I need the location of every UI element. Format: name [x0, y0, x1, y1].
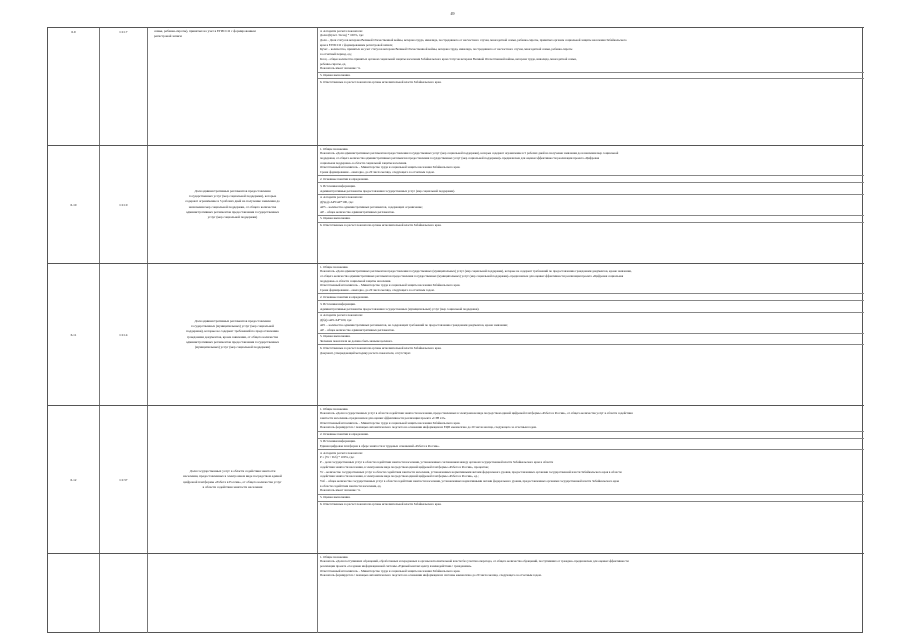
methodology-line: Доля=(Кучет / Ксоц) * 100%, где:	[320, 33, 364, 38]
table-row	[48, 263, 864, 405]
indicator-name	[148, 29, 317, 39]
methodology-line: Ответственный исполнитель – Министерство труда и социальной защиты населения Забайкальского края.	[320, 420, 461, 425]
indicator-name-cell	[147, 264, 317, 405]
methodology-line: от общего количества административных регламентов предоставления государственных (муниципальных) услуг (мер социальной поддержки)» предназначен для оценки эффективности реализации проекта «Цифровая социальная	[320, 274, 624, 278]
methodology-section	[318, 502, 864, 508]
indicator-name-line: цифровой платформы «Работа в России», от общего количества услуг	[183, 479, 282, 484]
methodology-line: 3. Источники информации.	[320, 439, 356, 444]
methodology-line: Уоб – общее количество государственных услуг в области содействия занятости населения, установленных нормативными актами федерального уровня, предоставленных органами государственной власти Забайкальского края	[320, 479, 619, 483]
methodology-line: за отчетный период, ед.;	[320, 52, 353, 57]
methodology-line: занятости населения» предназначен для оценки эффективности реализации проекта «СЗН 2.0».	[320, 416, 447, 420]
methodology-section	[318, 195, 864, 216]
methodology-section	[318, 450, 864, 495]
row-number: 6.10	[70, 202, 77, 207]
methodology-line: 5. Оценка выполнения.	[320, 216, 351, 221]
methodology-line: АР5 – количество административных регламентов, содержащих ограничение;	[320, 204, 423, 209]
methodology-cell	[317, 264, 864, 405]
methodology-line: содействия занятости населения, в электронном виде посредством единой цифровой платформы «Работа в России», ед.;	[320, 474, 479, 479]
methodology-line: Ответственный исполнитель – Министерство труда и социальной защиты населения Забайкальского края.	[320, 165, 461, 170]
methodology-line: Р – доля государственных услуг в области содействия занятости населения, установленных соглашением между органом государственной власти Забайкальского края в области	[320, 460, 554, 465]
methodology-line: АР1 – количество административных регламентов, не содержащих требований по предоставлению гражданами документов, кроме заявления;	[320, 322, 508, 327]
methodology-line: Показатель имеет значение: %.	[320, 66, 361, 71]
indicator-name-line: Доля государственных услуг в области содействия занятости	[189, 469, 276, 474]
methodology-section	[318, 264, 864, 294]
methodology-line: 6. Ответственные за расчет показателя органы исполнительной власти Забайкальского края.	[320, 223, 442, 228]
methodology-section	[318, 406, 864, 432]
methodology-line: 1. Общие положения.	[320, 264, 349, 269]
indicator-name-line: регистровой записи	[154, 34, 182, 39]
page-number: 49	[450, 11, 455, 16]
methodology-line: Р = (Ус / Уоб) * 100%, где:	[320, 455, 355, 460]
methodology-line: Ус – количество государственных услуг в области содействия занятости населения, установленных нормативными актами федерального уровня, предоставленных органами государственной власти Забайкальского края в области	[320, 469, 622, 474]
methodology-line: Показатель «Доля государственных услуг в области содействия занятости населения, предоставленных в электронном виде посредством единой цифровой платформы «Работа в России», от общего количества услуг в области содействия	[320, 411, 633, 416]
row-number: 6.9	[71, 30, 76, 34]
indicator-name-line: Доля административных регламентов предоставления	[194, 188, 271, 193]
methodology-section	[318, 28, 864, 73]
methodology-line: Кучет – количество, принятых на учет статусов ветерана Великой Отечественной войны, ветерана труда, инвалида, пострадавшего от несчастного случая, многодетной семьи, ребенка-сироты	[320, 47, 573, 52]
row-number-cell	[48, 406, 99, 553]
methodology-line: 1. Общие положения.	[320, 146, 349, 151]
methodology-section	[318, 495, 864, 502]
methodology-section	[318, 345, 864, 356]
indicator-name-cell	[147, 406, 317, 553]
methodology-section	[318, 294, 864, 301]
table-row	[48, 405, 864, 553]
methodology-line: поддержка» в области социальной защиты населения.	[320, 278, 392, 283]
methodology-section	[318, 73, 864, 80]
methodology-section	[318, 223, 864, 229]
methodology-line: 1. Общие положения.	[320, 554, 349, 559]
methodology-line: в области содействия занятости населения, ед.	[320, 483, 382, 488]
methodology-line: 3. Источники информации.	[320, 301, 356, 306]
indicator-name-line: (муниципальных) услуг (мер социальной поддержки)	[194, 344, 271, 349]
methodology-line: Сроки формирования – ежегодно, до 20 числа месяца, следующего за отчетным годом.	[320, 288, 435, 293]
methodology-line: Ответственный исполнитель – Министерство труда и социальной защиты населения Забайкальского края.	[320, 568, 461, 573]
methodology-line: Административные регламенты предоставления государственных (муниципальных) услуг (мер социальной поддержки).	[320, 306, 480, 311]
methodology-cell	[317, 146, 864, 263]
indicator-code: СС14	[119, 332, 128, 337]
methodology-line: 5. Оценка выполнения.	[320, 334, 351, 339]
methodology-line: 4. Алгоритм расчета показателя:	[320, 313, 363, 318]
indicator-code: СС37	[119, 477, 128, 482]
methodology-line: Показатель «Доля административных регламентов предоставления государственных (муниципальных) услуг (мер социальной поддержки), которые не содержат требований по предоставлению гражданами документов, кроме заявления,	[320, 269, 632, 274]
methodology-line: 6. Ответственные за расчет показателя органы исполнительной власти Забайкальского края.	[320, 346, 442, 351]
methodology-section	[318, 146, 864, 176]
indicator-name-cell	[147, 554, 317, 633]
indicator-code-cell	[99, 406, 147, 553]
methodology-line: АР – общее количество административных регламентов.	[320, 327, 395, 332]
methodology-line: Д(5рд)=АР5/АР*100, где:	[320, 200, 354, 205]
row-number-cell	[48, 264, 99, 405]
indicator-code-cell	[99, 28, 147, 145]
methodology-line: Документ, утверждающий методику расчета показателя, отсутствует.	[320, 350, 412, 355]
indicator-name-line: семьи, ребенка-сироты), принятых на учет в ЕГИССО с формированием	[154, 29, 256, 33]
indicator-name-cell	[147, 28, 317, 145]
methodology-section	[318, 334, 864, 346]
row-number-cell	[48, 28, 99, 145]
methodology-line: 4. Алгоритм расчета показателя:	[320, 195, 363, 200]
methodology-line: Сроки формирования – ежегодно, до 20 числа месяца, следующего за отчетным годом.	[320, 170, 435, 175]
methodology-section	[318, 176, 864, 183]
methodology-section	[318, 313, 864, 334]
methodology-section	[318, 554, 864, 579]
table-row	[48, 145, 864, 263]
methodology-line: 2. Основные понятия и определения.	[320, 432, 369, 437]
methodology-line: 2. Основные понятия и определения.	[320, 177, 369, 181]
methodology-cell	[317, 554, 864, 633]
methodology-line: Административные регламенты предоставления государственных услуг (мер социальной поддержки).	[320, 188, 456, 193]
methodology-line: Показатель «Доля поступивших обращений, обработанных и переданных в органы исполнительной власти без участия оператора, от общего количества обращений, поступивших от граждан» предназначен для оценки эффективности	[320, 559, 629, 564]
methodology-line: Значение показателя не должно быть меньше целевого.	[320, 339, 393, 344]
methodology-line: социальная поддержка» в области социальной защиты населения.	[320, 160, 407, 165]
methodology-section	[318, 439, 864, 451]
methodology-line: 1. Общие положения.	[320, 406, 349, 411]
methodology-line: реализации проекта «Создание информационной системы «Единый контакт-центр взаимодействия с гражданами».	[320, 564, 473, 568]
methodology-line: Единая цифровая платформа в сфере занятости и трудовых отношений «Работа в России».	[320, 443, 440, 448]
indicator-name-line: административных регламентов предоставления государственных	[186, 209, 279, 214]
methodology-line: 2. Основные понятия и определения.	[320, 295, 369, 299]
methodology-section	[318, 79, 864, 85]
methodology-line: АР – общее количество административных регламентов.	[320, 209, 395, 214]
methodology-line: 5. Оценка выполнения.	[320, 495, 351, 500]
indicator-name-line: административных регламентов предоставления государственных	[186, 339, 279, 344]
methodology-line: Показатель имеет значение: %.	[320, 488, 361, 493]
indicator-name-line: гражданами документов, кроме заявления, от общего количества	[186, 334, 279, 339]
indicator-code-cell	[99, 554, 147, 633]
methodology-line: ребенка-сироты, ед.	[320, 61, 347, 66]
methodology-line: 6. Ответственные за расчет показателя органы исполнительной власти Забайкальского края.	[320, 502, 442, 507]
indicator-name-line: в области содействия занятости населения	[202, 484, 263, 489]
indicator-code-cell	[99, 146, 147, 263]
methodology-section	[318, 432, 864, 439]
indicator-name-line: назначения мер социальной поддержки, от общего количества	[188, 204, 277, 209]
methodology-cell	[317, 406, 864, 553]
methodology-cell	[317, 28, 864, 145]
indicator-name	[180, 319, 285, 350]
indicator-name-line: государственных услуг (мер социальной поддержки), которые	[188, 194, 277, 199]
indicators-table	[47, 27, 863, 633]
indicator-name-cell	[147, 146, 317, 263]
indicator-name-line: государственных (муниципальных) услуг (мер социальной	[191, 324, 274, 329]
methodology-line: края в ЕГИССО с формированием регистровой записи;	[320, 42, 393, 47]
methodology-line: Показатель «Доля административных регламентов предоставления государственных услуг (мер социальной поддержки), которые содержат ограничение в 5 рабочих дней на получение заявления до назначения мер социальной	[320, 151, 619, 156]
indicator-name	[177, 469, 288, 490]
indicator-code: СС17	[119, 30, 128, 34]
row-number-cell	[48, 146, 99, 263]
row-number: 6.12	[70, 477, 77, 482]
methodology-line: содействия занятости населения, в электронном виде посредством единой цифровой платформы «Работа в России», процентов;	[320, 464, 489, 469]
methodology-line: Ответственный исполнитель – Министерство труда и социальной защиты населения Забайкальского края.	[320, 283, 461, 288]
methodology-line: Доля – Доля статусов ветерана Великой Отечественной войны, ветерана труда, инвалида, пострадавшего от несчастного случая, многодетной семьи, ребенка-сироты, принятых органом социальной защиты населения Забайкальского	[320, 38, 627, 42]
methodology-line: 3. Источники информации.	[320, 183, 356, 188]
row-number-cell	[48, 554, 99, 633]
indicator-name	[179, 189, 286, 220]
row-number: 6.11	[70, 332, 77, 337]
methodology-line: 6. Ответственные за расчет показателя органы исполнительной власти Забайкальского края.	[320, 80, 442, 84]
methodology-line: Показатель формируется с помощью автоматического подсчета на основании информации из ЕЦП ежемесячно до 20 числа месяца, следующего за отчетным годом.	[320, 425, 537, 430]
methodology-line: 4. Алгоритм расчета показателя:	[320, 28, 363, 33]
methodology-line: поддержки, от общего количества административных регламентов предоставления государственных услуг (мер социальной поддержки)» предназначен для оценки эффективности реализации проекта «Цифровая	[320, 156, 600, 160]
table-row	[48, 27, 864, 145]
indicator-name-line: поддержки), которые не содержат требований по предоставлению	[186, 329, 279, 334]
table-row	[48, 553, 864, 633]
indicator-name-line: населения, предоставленных в электронном виде посредством единой	[183, 474, 282, 479]
indicator-code-cell	[99, 264, 147, 405]
methodology-line: Д(бд)=АР1/АР*100, где:	[320, 318, 352, 323]
methodology-line: 5. Оценка выполнения.	[320, 73, 351, 78]
indicator-name-line: Доля административных регламентов предоставления	[194, 318, 271, 323]
methodology-line: Показатель формируется с помощью автоматического подсчета на основании информации из системы ежемесячно до 20 числа месяца, следующего за отчетным годом.	[320, 573, 542, 578]
methodology-section	[318, 301, 864, 313]
methodology-section	[318, 216, 864, 223]
methodology-section	[318, 183, 864, 195]
methodology-line: 4. Алгоритм расчета показателя:	[320, 450, 363, 455]
indicator-code: СС10	[119, 202, 128, 207]
indicator-name-line: содержат ограничение в 5 рабочих дней на получение заявления до	[185, 199, 280, 204]
indicator-name-line: услуг (мер социальной поддержки)	[207, 214, 258, 219]
methodology-line: Ксоц – общее количество принятых органом социальной защиты населения Забайкальского края статусов ветерана Великой Отечественной войны, ветерана труда, инвалида, многодетной семьи,	[320, 56, 577, 61]
